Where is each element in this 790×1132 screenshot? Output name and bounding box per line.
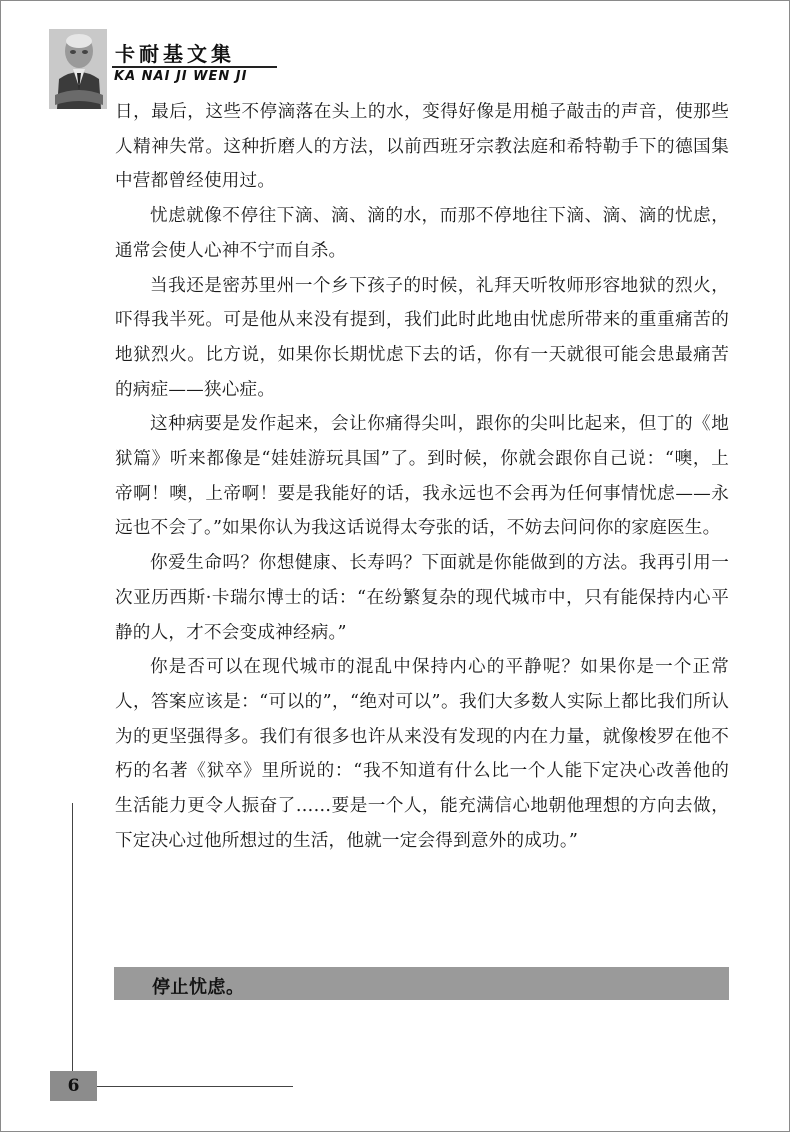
page-body bbox=[115, 95, 729, 858]
header-divider bbox=[112, 66, 277, 68]
body-paragraph: 这种病要是发作起来，会让你痛得尖叫，跟你的尖叫比起来，但丁的《地狱篇》听来都像是“娃娃游玩具国”了。到时候，你就会跟你自己说：“噢，上帝啊！噢，上帝啊！要是我能好的话，我永远也不会再为任何事情忧虑——永远也不会了。”如果你认为我这话说得太夸张的话，不妨去问问你的家庭医生。 bbox=[115, 414, 729, 539]
footer-rule bbox=[97, 1086, 293, 1087]
author-portrait bbox=[49, 29, 107, 109]
page-number: 6 bbox=[50, 1071, 97, 1101]
body-paragraph: 当我还是密苏里州一个乡下孩子的时候，礼拜天听牧师形容地狱的烈火，吓得我半死。可是他从来没有提到，我们此时此地由忧虑所带来的重重痛苦的地狱烈火。比方说，如果你长期忧虑下去的话，你有一天就很可能会患最痛苦的病症——狭心症。 bbox=[115, 275, 729, 400]
body-paragraph: 日，最后，这些不停滴落在头上的水，变得好像是用槌子敲击的声音，使那些人精神失常。这种折磨人的方法，以前西班牙宗教法庭和希特勒手下的德国集中营都曾经使用过。 bbox=[115, 102, 729, 192]
margin-rule bbox=[72, 803, 73, 1073]
book-series-title: 卡耐基文集 bbox=[115, 42, 235, 66]
section-heading: 停止忧虑。 bbox=[152, 977, 245, 998]
section-heading-bar bbox=[114, 967, 729, 1000]
body-paragraph: 忧虑就像不停往下滴、滴、滴的水，而那不停地往下滴、滴、滴的忧虑，通常会使人心神不宁而自杀。 bbox=[115, 206, 729, 261]
book-series-subtitle: KA NAI JI WEN JI bbox=[114, 69, 248, 84]
body-paragraph: 你是否可以在现代城市的混乱中保持内心的平静呢？如果你是一个正常人，答案应该是：“可以的”，“绝对可以”。我们大多数人实际上都比我们所认为的更坚强得多。我们有很多也许从来没有发现的内在力量，就像梭罗在他不朽的名著《狱卒》里所说的：“我不知道有什么比一个人能下定决心改善他的生活能力更令人振奋了……要是一个人，能充满信心地朝他理想的方向去做，下定决心过他所想过的生活，他就一定会得到意外的成功。” bbox=[115, 657, 729, 851]
body-paragraph: 你爱生命吗？你想健康、长寿吗？下面就是你能做到的方法。我再引用一次亚历西斯·卡瑞尔博士的话：“在纷繁复杂的现代城市中，只有能保持内心平静的人，才不会变成神经病。” bbox=[115, 553, 729, 643]
